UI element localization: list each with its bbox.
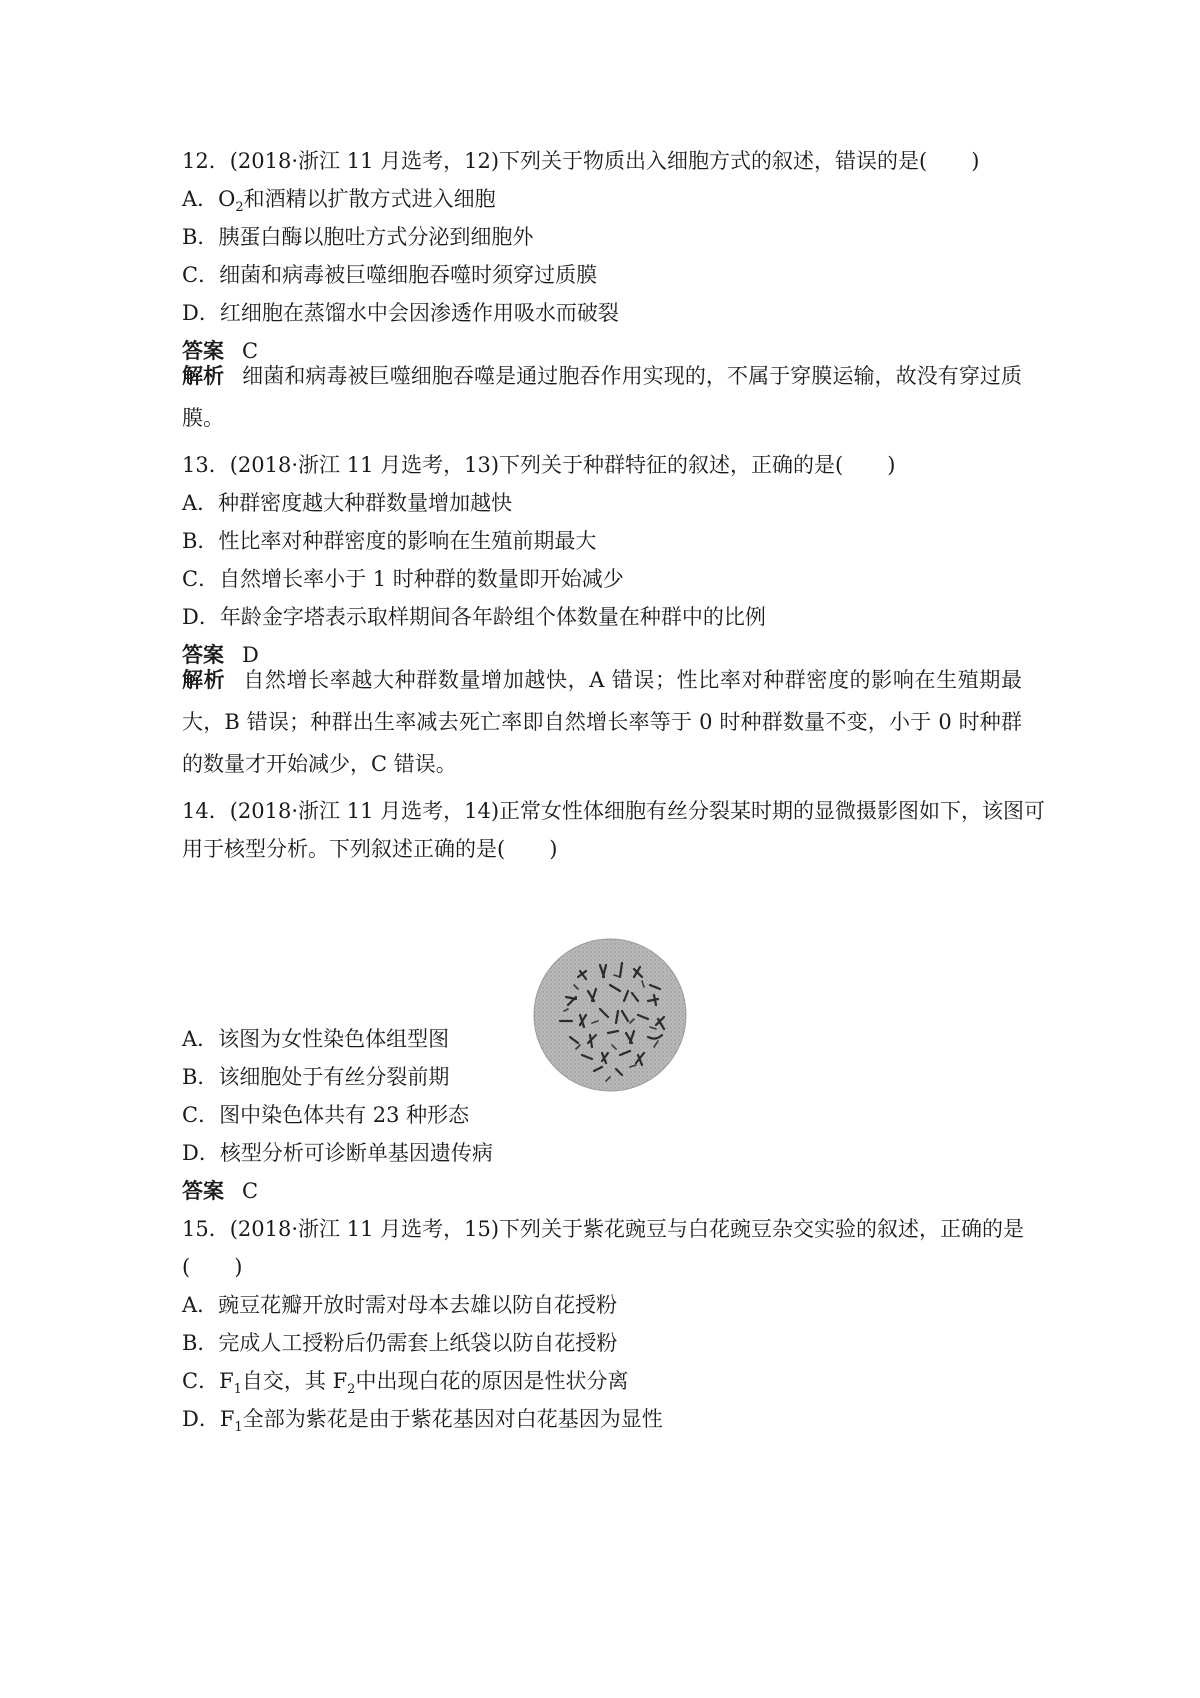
q13-option-c: C．自然增长率小于 1 时种群的数量即开始减少 bbox=[182, 567, 624, 591]
q14-option-a: A．该图为女性染色体组型图 bbox=[182, 1027, 450, 1051]
q14-answer: 答案 C bbox=[182, 1178, 259, 1203]
q13-option-b: B．性比率对种群密度的影响在生殖前期最大 bbox=[182, 529, 597, 553]
q13-option-a: A．种群密度越大种群数量增加越快 bbox=[182, 491, 513, 515]
q12-answer: 答案 C bbox=[182, 338, 259, 363]
q12-option-d: D．红细胞在蒸馏水中会因渗透作用吸水而破裂 bbox=[182, 301, 619, 325]
q13-option-d: D．年龄金字塔表示取样期间各年龄组个体数量在种群中的比例 bbox=[182, 605, 766, 629]
q15-option-a: A．豌豆花瓣开放时需对母本去雄以防自花授粉 bbox=[182, 1293, 618, 1317]
q12-stem: 12．(2018·浙江 11 月选考，12)下列关于物质出入细胞方式的叙述，错误的是( ) bbox=[182, 149, 980, 173]
q15-stem-line1: 15．(2018·浙江 11 月选考，15)下列关于紫花豌豆与白花豌豆杂交实验的叙述，正确的是 bbox=[182, 1217, 1025, 1241]
q14-option-c: C．图中染色体共有 23 种形态 bbox=[182, 1103, 470, 1127]
q15-option-d: D．$F_1$全部为紫花是由于紫花基因对白花基因为显性 bbox=[182, 1407, 663, 1436]
q15-stem-line2: ( ) bbox=[182, 1255, 243, 1279]
q12-option-b: B．胰蛋白酶以胞吐方式分泌到细胞外 bbox=[182, 225, 534, 249]
q15-option-b: B．完成人工授粉后仍需套上纸袋以防自花授粉 bbox=[182, 1331, 618, 1355]
q14-option-b: B．该细胞处于有丝分裂前期 bbox=[182, 1065, 450, 1089]
q12-analysis: 解析 细菌和病毒被巨噬细胞吞噬是通过胞吞作用实现的，不属于穿膜运输，故没有穿过质膜。 bbox=[182, 363, 1023, 430]
q15-option-c: C．$F_1$自交，其 $F_2$中出现白花的原因是性状分离 bbox=[182, 1369, 629, 1398]
q14-option-d: D．核型分析可诊断单基因遗传病 bbox=[182, 1141, 493, 1165]
q13-stem: 13．(2018·浙江 11 月选考，13)下列关于种群特征的叙述，正确的是( ) bbox=[182, 453, 896, 477]
q12-option-c: C．细菌和病毒被巨噬细胞吞噬时须穿过质膜 bbox=[182, 263, 598, 287]
q13-analysis: 解析 自然增长率越大种群数量增加越快，A 错误；性比率对种群密度的影响在生殖期最大，B 错误；种群出生率减去死亡率即自然增长率等于 0 时种群数量不变，小于 0 时种群的数量才开始减少，C 错误。 bbox=[182, 667, 1023, 776]
q13-answer: 答案 D bbox=[182, 642, 259, 667]
q12-option-a: A．$O_2$和酒精以扩散方式进入细胞 bbox=[182, 187, 496, 216]
q14-stem-line2: 用于核型分析。下列叙述正确的是( ) bbox=[182, 837, 558, 861]
q14-stem-line1: 14．(2018·浙江 11 月选考，14)正常女性体细胞有丝分裂某时期的显微摄影图如下，该图可 bbox=[182, 799, 1046, 823]
